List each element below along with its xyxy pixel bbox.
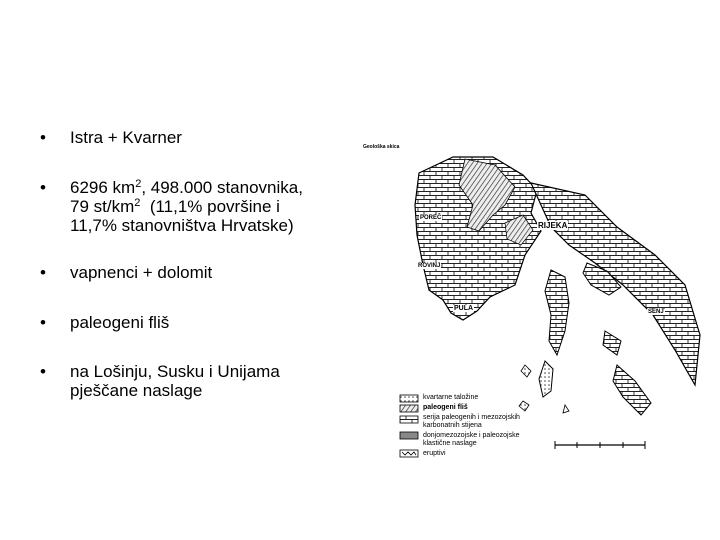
- bullet-dot: •: [40, 313, 46, 332]
- text-segment: (11,1% površine i: [140, 197, 280, 216]
- legend-kvartar: kvartarne taložine: [423, 394, 479, 401]
- legend-klastika: donjomezozojske i paleozojske klastične naslage: [423, 432, 520, 447]
- text-segment: , 498.000 stanovnika,: [141, 178, 303, 197]
- label-pula: PULA: [454, 305, 474, 312]
- map-drawing: [355, 135, 720, 465]
- label-rovinj: ROVINJ: [418, 263, 441, 269]
- bullet-text: paleogeni fliš: [70, 313, 170, 332]
- superscript: 2: [134, 197, 141, 209]
- label-senj: SENJ: [648, 309, 664, 315]
- bullet-dot: •: [40, 362, 46, 381]
- island-pag: [613, 365, 651, 415]
- bullet-text: [70, 178, 360, 235]
- legend-flis: paleogeni fliš: [423, 404, 468, 411]
- text-segment: 79 st/km: [70, 197, 135, 216]
- text-segment: pješčane naslage: [70, 381, 203, 400]
- legend-karbonati: serija paleogenih i mezozojskih karbonatnih stijena: [423, 414, 520, 429]
- bullet-text: [70, 362, 360, 400]
- geological-map: [355, 135, 720, 465]
- map-title: Geološka skica: [363, 144, 400, 150]
- island-rab: [603, 331, 621, 355]
- island-cres: [545, 270, 569, 355]
- bullet-dot: •: [40, 178, 46, 197]
- label-porec: POREČ: [420, 215, 442, 221]
- label-rijeka: RIJEKA: [538, 221, 568, 230]
- text-segment: 6296 km: [70, 178, 136, 197]
- text-segment: na Lošinju, Susku i Unijama: [70, 362, 280, 381]
- superscript: 2: [135, 178, 142, 190]
- bullet-dot: •: [40, 263, 46, 282]
- bullet-text: Istra + Kvarner: [70, 128, 182, 147]
- island-losinj: [539, 361, 553, 397]
- bullet-dot: •: [40, 128, 46, 147]
- legend-eruptivi: eruptivi: [423, 450, 446, 457]
- text-segment: 11,7% stanovništva Hrvatske): [70, 216, 294, 235]
- bullet-text: vapnenci + dolomit: [70, 263, 213, 282]
